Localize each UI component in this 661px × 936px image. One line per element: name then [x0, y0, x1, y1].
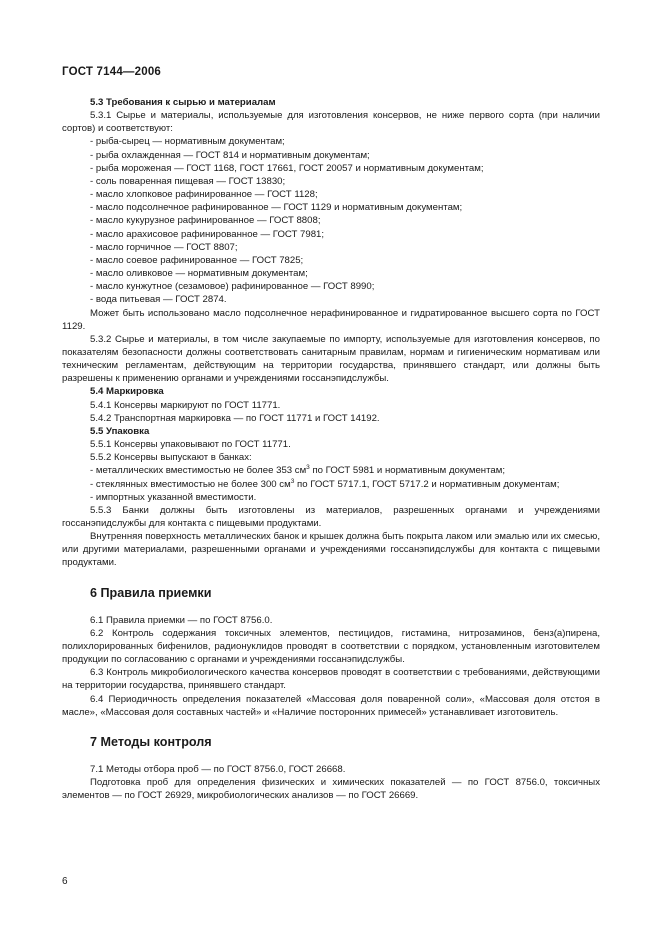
paragraph-7-1: 7.1 Методы отбора проб — по ГОСТ 8756.0, ГОСТ 26668. [90, 763, 346, 775]
list-item: - масло хлопковое рафинированное — ГОСТ 1128; [90, 189, 318, 201]
paragraph-5-4-2: 5.4.2 Транспортная маркировка — по ГОСТ 11771 и ГОСТ 14192. [90, 412, 380, 424]
list-item: - масло оливковое — нормативным документам; [90, 268, 308, 280]
list-item: - вода питьевая — ГОСТ 2874. [90, 294, 227, 306]
paragraph-5-5-2: 5.5.2 Консервы выпускают в банках: [90, 452, 252, 464]
page-number: 6 [62, 876, 68, 887]
raw-materials-list [62, 135, 600, 306]
list-item-imported-cans: - импортных указанной вместимости. [90, 491, 257, 503]
list-item: - масло соевое рафинированное — ГОСТ 7825; [90, 254, 304, 266]
list-item: - масло арахисовое рафинированное — ГОСТ 7981; [90, 228, 325, 240]
paragraph-5-3-2: 5.3.2 Сырье и материалы, в том числе закупаемые по импорту, используемые для изготовления консервов, по показателям безопасности должны соответствовать санитарным правилам, нормам и гигиеническим нормативам или техническим регламентам, действующим на территории государства, принявшего стандарт, или должны быть разрешены к применению органами и учреждениями госсанэпидслужбы. [62, 333, 600, 385]
paragraph-7-1-prep: Подготовка проб для определения физических и химических показателей — по ГОСТ 8756.0, токсичных элементов — по ГОСТ 26929, микробиологических анализов — по ГОСТ 26669. [62, 777, 600, 802]
list-item: - рыба-сырец — нормативным документам; [90, 136, 285, 148]
paragraph-5-5-1: 5.5.1 Консервы упаковывают по ГОСТ 11771. [90, 439, 291, 451]
list-item: - рыба мороженая — ГОСТ 1168, ГОСТ 17661, ГОСТ 20057 и нормативным документам; [90, 162, 484, 174]
list-item: - масло подсолнечное рафинированное — ГОСТ 1129 и нормативным документам; [90, 202, 463, 214]
section-5-3-heading: 5.3 Требования к сырью и материалам [90, 97, 276, 108]
paragraph-5-3-1: 5.3.1 Сырье и материалы, используемые для изготовления консервов, не ниже первого сорта (при наличии сортов) и соответствуют: [62, 110, 600, 135]
paragraph-5-5-3: 5.5.3 Банки должны быть изготовлены из материалов, разрешенных органами и учреждениями госсанэпидслужбы для контакта с пищевыми продуктами. [62, 504, 600, 529]
list-item: - масло горчичное — ГОСТ 8807; [90, 241, 238, 253]
document-header: ГОСТ 7144—2006 [62, 66, 162, 78]
list-item-glass-cans: - стеклянных вместимостью не более 300 $см^3$ по ГОСТ 5717.1, ГОСТ 5717.2 и нормативным документам; [90, 477, 560, 490]
section-5-4-heading: 5.4 Маркировка [90, 386, 164, 398]
paragraph-5-4-1: 5.4.1 Консервы маркируют по ГОСТ 11771. [90, 399, 281, 411]
paragraph-6-2: 6.2 Контроль содержания токсичных элементов, пестицидов, гистамина, нитрозаминов, бенз(а)пирена, полихлорированных бифенилов, радионуклидов проводят в соответствии с порядком, установленным изготовителем продукции по согласованию с органами и учреждениями госсанэпидслужбы. [62, 627, 600, 666]
paragraph-6-1: 6.1 Правила приемки — по ГОСТ 8756.0. [90, 614, 273, 626]
document-body [62, 96, 600, 802]
paragraph-6-4: 6.4 Периодичность определения показателей «Массовая доля поваренной соли», «Массовая доля отстоя в масле», «Массовая доля составных частей» и «Наличие посторонних примесей» устанавливает изготовитель. [62, 693, 600, 718]
list-item: - соль поваренная пищевая — ГОСТ 13830; [90, 175, 286, 187]
section-7-heading: 7 Методы контроля [90, 734, 212, 749]
paragraph-6-3: 6.3 Контроль микробиологического качества консервов проводят в соответствии с требованиями, действующими на территории государства, принявшего стандарт. [62, 667, 600, 692]
section-6-heading: 6 Правила приемки [90, 585, 212, 600]
list-item: - масло кунжутное (сезамовое) рафинированное — ГОСТ 8990; [90, 281, 375, 293]
list-item-metal-cans: - металлических вместимостью не более 353 $см^3$ по ГОСТ 5981 и нормативным документам; [90, 464, 505, 477]
paragraph-oil-note: Может быть использовано масло подсолнечное нерафинированное и гидратированное высшего сорта по ГОСТ 1129. [62, 307, 600, 332]
paragraph-inner-coating: Внутренняя поверхность металлических банок и крышек должна быть покрыта лаком или эмалью или их смесью, или другими материалами, разрешенными органами и учреждениями госсанэпидслужбы для контакта с пищевыми продуктами. [62, 531, 600, 569]
section-5-5-heading: 5.5 Упаковка [90, 425, 150, 437]
list-item: - рыба охлажденная — ГОСТ 814 и нормативным документам; [90, 149, 370, 161]
list-item: - масло кукурузное рафинированное — ГОСТ 8808; [90, 215, 321, 227]
